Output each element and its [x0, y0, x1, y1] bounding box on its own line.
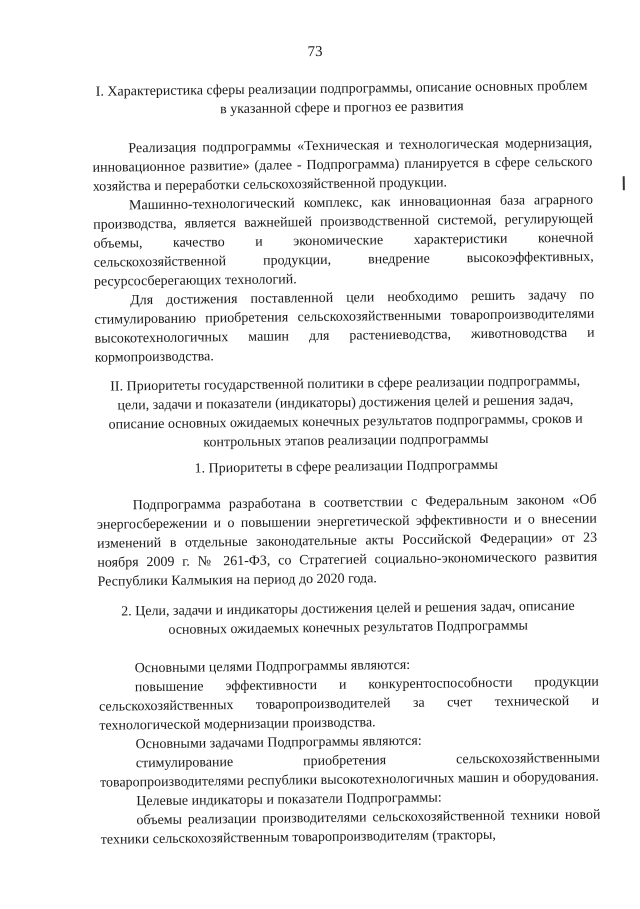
paragraph: Основными целями Подпрограммы являются: [134, 657, 411, 677]
paragraph: Реализация подпрограммы «Техническая и технологическая модернизация, инновационное развитие» (далее - Подпрограмма) планируется в сфере сельского хозяйства и переработки сельскохозяйственной продукции. [92, 135, 593, 195]
page-number: 73 [307, 43, 323, 61]
section-2-heading: II. Приоритеты государственной политики в сфере реализации подпрограммы, цели, задачи и показатели (индикаторы) достижения целей и решения задач, описание основных ожидаемых конечных результатов подпрограммы, сроков и контрольных этапов реализации подпрограммы [108, 373, 583, 451]
subsection-2-heading: 2. Цели, задачи и индикаторы достижения целей и решения задач, описание основных ожидаемых конечных результатов Подпрограммы [121, 598, 575, 638]
paragraph: Машинно-технологический комплекс, как инновационная база аграрного производства, является важнейшей производственной системой, регулирующей объемы, качество и экономические характеристики конечной сельскохозяйственной продукции, внедрение высокоэффективных, ресурсосберегающих технологий. [93, 192, 594, 290]
section-1-heading: I. Характеристика сферы реализации подпрограммы, описание основных проблем в указанной сфере и прогноз ее развития [95, 78, 588, 118]
subsection-1-heading: 1. Приоритеты в сфере реализации Подпрограммы [194, 457, 498, 477]
paragraph: объемы реализации производителями сельскохозяйственной техники новой техники сельскохозяйственным товаропроизводителям (тракторы, [100, 807, 601, 848]
subsection-2-body [99, 654, 601, 850]
subsection-1-body [97, 491, 598, 592]
paragraph: Целевые индикаторы и показатели Подпрограммы: [136, 790, 442, 810]
section-1-body [92, 134, 595, 368]
paragraph: повышение эффективности и конкурентоспособности продукции сельскохозяйственных товаропроизводителей за счет технической и технологической модернизации производства. [99, 674, 600, 734]
paragraph: Подпрограмма разработана в соответствии с Федеральным законом «Об энергосбережении и о повышении энергетической эффективности и о внесении изменений в отдельные законодательные акты Российской Федерации» от 23 ноября 2009 г. № 261-ФЗ, со Стратегией социально-экономического развития Республики Калмыкия на период до 2020 года. [96, 492, 598, 590]
margin-mark [623, 176, 625, 190]
paragraph: Основными задачами Подпрограммы являются: [135, 733, 422, 753]
paragraph: Для достижения поставленной цели необходимо решить задачу по стимулированию приобретения сельскохозяйственными товаропроизводителями высокотехнологичных машин для растениеводства, животноводства и кормопроизводства. [94, 287, 595, 366]
paragraph: стимулирование приобретения сельскохозяйственными товаропроизводителями республики высокотехнологичных машин и оборудования. [99, 750, 600, 791]
